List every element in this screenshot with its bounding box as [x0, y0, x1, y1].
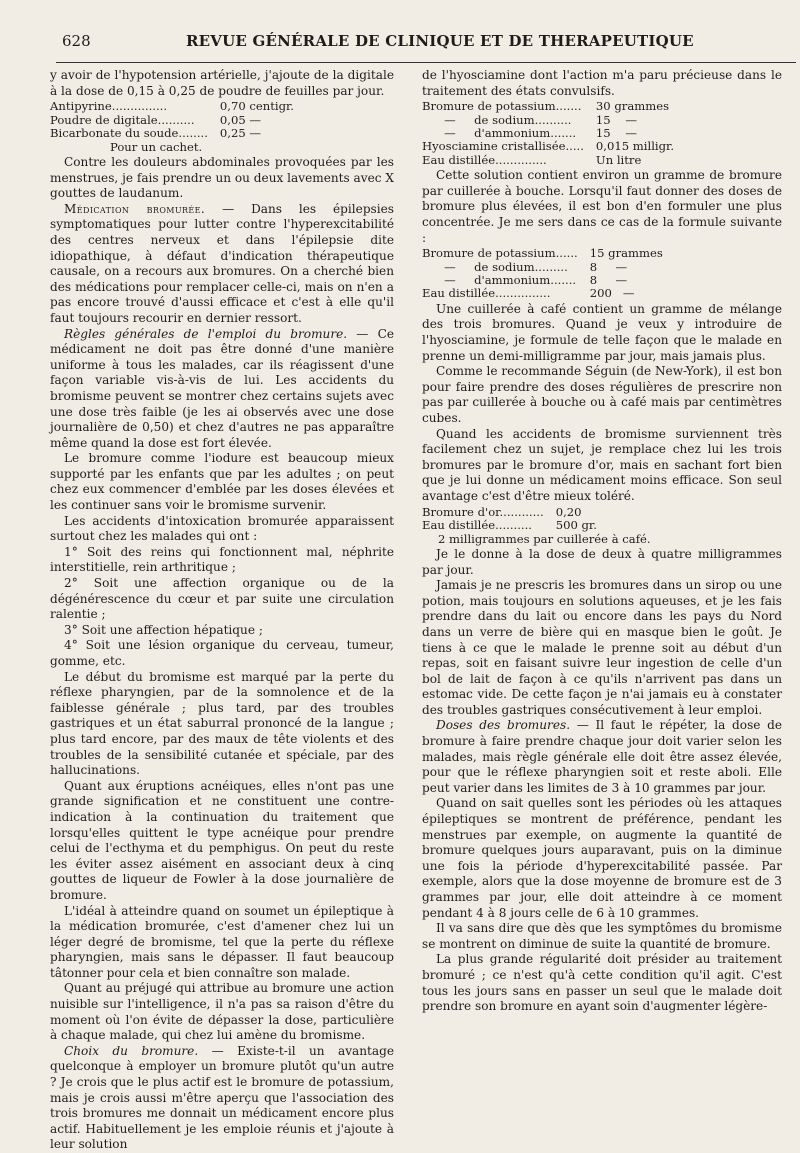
paragraph: Choix du bromure. — Existe-t-il un avantage quelconque à employer un bromure plutôt qu'un autre ? Je crois que le plus actif est le bromure de potassium, mais je crois aussi m'être aperçu que l'association des trois bromures me donnait un médicament encore plus actif. Habituellement je les emploie réunis et j'ajoute à leur solution — [50, 1043, 394, 1152]
prescription-note: Pour un cachet. — [110, 140, 203, 155]
paragraph: Les accidents d'intoxication bromurée apparaissent surtout chez les malades qui ont : — [50, 513, 394, 544]
ingredient: Bromure de potassium...... — [422, 246, 578, 261]
right-column — [422, 68, 782, 1015]
dose: 15 grammes — [589, 246, 663, 261]
dose: 0,20 — [555, 504, 582, 519]
dose: 0,015 milligr. — [595, 139, 674, 154]
prescription-table — [422, 506, 597, 533]
ingredient: Hyosciamine cristallisée..... — [422, 139, 584, 154]
section-heading: Doses des bromures. — [436, 718, 571, 733]
paragraph: Quand on sait quelles sont les périodes où les attaques épileptiques se montrent de préférence, pendant les menstrues par exemple, on augmente la quantité de bromure quelques jours auparavant, puis on la diminue une fois la période d'hyperexcitabilité passée. Par exemple, alors que la dose moyenne de bromure est de 3 grammes par jour, elle doit atteindre à ce moment pendant 4 à 8 jours celle de 6 à 10 grammes. — [422, 796, 782, 920]
prescription-row — [422, 506, 597, 519]
prescription-row — [422, 114, 674, 127]
ingredient: Eau distillée.............. — [422, 152, 547, 167]
dose: 0,25 — — [219, 126, 261, 140]
list-item: 2° Soit une affection organique ou de la dégénérescence du cœur et par suite une circulation ralentie ; — [50, 576, 394, 622]
prescription-row — [422, 261, 663, 274]
ingredient: Bromure d'or............ — [422, 504, 544, 519]
ingredient: Bromure de potassium....... — [422, 99, 582, 114]
paragraph: Cette solution contient environ un gramme de bromure par cuillerée à bouche. Lorsqu'il faut donner des doses de bromure plus élevées, il est bon d'en formuler une plus concentrée. Je me sers dans ce cas de la formule suivante : — [422, 168, 782, 245]
dose: 200 — — [589, 286, 635, 301]
paragraph: Jamais je ne prescris les bromures dans un sirop ou une potion, mais toujours en solutions aqueuses, et je les fais prendre dans du lait ou encore dans les pays du Nord dans un verre de bière qui en masque bien le goût. Je tiens à ce que le malade le prenne soit au début d'un repas, soit en faisant suivre leur ingestion de celle d'un bol de lait de façon à ce qu'ils n'arrivent pas dans un estomac vide. De cette façon je n'ai jamais eu à constater des troubles gastriques consécutivement à leur emploi. — [422, 578, 782, 717]
paragraph: Je le donne à la dose de deux à quatre milligrammes par jour. — [422, 546, 782, 577]
left-column — [50, 68, 394, 1153]
prescription-table — [422, 100, 674, 167]
list-item: 3° Soit une affection hépatique ; — [64, 622, 263, 637]
paragraph: Comme le recommande Séguin (de New-York), il est bon pour faire prendre des doses régulières de prescrire non pas par cuillerée à bouche ou à café mais par centimètres cubes. — [422, 364, 782, 425]
ingredient: Bicarbonate du soude........ — [50, 126, 208, 140]
paragraph: de l'hyosciamine dont l'action m'a paru précieuse dans le traitement des états convulsifs. — [422, 68, 782, 98]
list-item: 1° Soit des reins qui fonctionnent mal, néphrite interstitielle, rein arthritique ; — [50, 544, 394, 575]
ingredient: — de sodium......... — [422, 259, 568, 274]
paragraph: Contre les douleurs abdominales provoquées par les menstrues, je fais prendre un ou deux lavements avec X gouttes de laudanum. — [50, 155, 394, 201]
paragraph: Médication bromurée. — Dans les épilepsies symptomatiques pour lutter contre l'hyperexcitabilité des centres nerveux et dans l'épilepsie dite idiopathique, à défaut d'indication thérapeutique causale, on a recours aux bromures. On a cherché bien des médications pour remplacer celle-ci, mais on n'en a pas encore trouvé d'aussi efficace et c'est à elle qu'il faut toujours recourir en dernier ressort. — [50, 201, 394, 325]
paragraph: Quant au préjugé qui attribue au bromure une action nuisible sur l'intelligence, il n'a pas sa raison d'être du moment où l'on évite de dépasser la dose, particulière à chaque malade, qui chez lui amène du bromisme. — [50, 981, 394, 1043]
paragraph: Une cuillerée à café contient un gramme de mélange des trois bromures. Quand je veux y introduire de l'hyosciamine, je formule de telle façon que le malade en prenne un demi-milligramme par jour, mais jamais plus. — [422, 301, 782, 363]
prescription-row — [422, 100, 674, 113]
dose: 15 — — [595, 112, 638, 127]
ingredient: — de sodium.......... — [422, 112, 572, 127]
paragraph: Quant aux éruptions acnéiques, elles n'ont pas une grande signification et ne constituent une contre-indication à la continuation du traitement que lorsqu'elles quittent le type acnéique pour prendre celui de l'ecthyma et du pemphigus. On peut du reste les éviter assez aisément en associant deux à cinq gouttes de liqueur de Fowler à la dose journalière de bromure. — [50, 778, 394, 902]
paragraph: Il va sans dire que dès que les symptômes du bromisme se montrent on diminue de suite la quantité de bromure. — [422, 921, 782, 951]
prescription-row — [422, 519, 597, 532]
ingredient: Antipyrine............... — [50, 99, 168, 114]
paragraph: Quand les accidents de bromisme surviennent très facilement chez un sujet, je remplace chez lui les trois bromures par le bromure d'or, mais en sachant fort bien que je lui donne un médicament moins efficace. Son seul avantage c'est d'être mieux toléré. — [422, 426, 782, 503]
prescription-row — [422, 127, 674, 140]
paragraph: La plus grande régularité doit présider au traitement bromuré ; ce n'est qu'à cette condition qu'il agit. C'est tous les jours sans en passer un seul que le malade doit prendre son bromure en ayant soin d'augmenter légère- — [422, 952, 782, 1014]
prescription-row — [50, 114, 294, 127]
prescription-row — [50, 127, 294, 140]
prescription-row — [422, 247, 663, 260]
prescription-row — [422, 140, 674, 153]
paragraph: y avoir de l'hypotension artérielle, j'ajoute de la digitale à la dose de 0,15 à 0,25 de poudre de feuilles par jour. — [50, 68, 394, 98]
ingredient: Eau distillée.......... — [422, 517, 532, 532]
ingredient: Poudre de digitale.......... — [50, 112, 195, 127]
dose: Un litre — [595, 152, 642, 167]
page-header — [56, 28, 786, 54]
prescription-row — [422, 274, 663, 287]
header-rule — [56, 62, 796, 63]
prescription-row — [422, 287, 663, 300]
prescription-table — [50, 100, 294, 140]
prescription-row — [422, 154, 674, 167]
ingredient: — d'ammonium....... — [422, 273, 577, 287]
paragraph: Règles générales de l'emploi du bromure. — Ce médicament ne doit pas être donné d'une manière uniforme à tous les malades, car ils réagissent d'une façon variable vis-à-vis de lui. Les accidents du bromisme peuvent se montrer chez certains sujets avec une dose très faible (je les ai observés avec une dose journalière de 0,50) et chez d'autres ne pas apparaître même quand la dose est fort élevée. — [50, 326, 394, 450]
dose: 15 — — [595, 126, 638, 140]
ingredient: Eau distillée............... — [422, 286, 551, 301]
dose: 0,05 — — [219, 112, 261, 127]
paragraph: Le début du bromisme est marqué par la perte du réflexe pharyngien, par de la somnolence et de la faiblesse générale ; plus tard, par des troubles gastriques et un état saburral prononcé de la langue ; plus tard encore, par des maux de tête violents et des troubles de la sensibilité cutanée et spéciale, par des hallucinations. — [50, 669, 394, 778]
paragraph: Le bromure comme l'iodure est beaucoup mieux supporté par les enfants que par les adultes ; on peut chez eux commencer d'emblée par les doses élevées et les continuer sans voir le bromisme survenir. — [50, 451, 394, 513]
dose: 8 — — [589, 259, 628, 274]
dose: 30 grammes — [595, 99, 670, 114]
list-item: 4° Soit une lésion organique du cerveau, tumeur, gomme, etc. — [50, 638, 394, 668]
prescription-row — [50, 100, 294, 113]
page-number: 628 — [62, 32, 91, 50]
prescription-table — [422, 247, 663, 301]
running-title: REVUE GÉNÉRALE DE CLINIQUE ET DE THERAPEUTIQUE — [186, 32, 694, 50]
dose: 0,70 centigr. — [219, 99, 294, 114]
ingredient: — d'ammonium....... — [422, 126, 577, 140]
paragraph: Doses des bromures. — Il faut le répéter, la dose de bromure à faire prendre chaque jour doit varier selon les malades, mais règle générale elle doit être assez élevée, pour que le réflexe pharyngien soit et reste aboli. Elle peut varier dans les limites de 3 à 10 grammes par jour. — [422, 718, 783, 795]
prescription-note: 2 milligrammes par cuillerée à café. — [438, 532, 651, 547]
section-heading: Choix du bromure. — [64, 1043, 199, 1058]
section-heading: Règles générales de l'emploi du bromure. — [64, 326, 348, 341]
dose: 8 — — [589, 273, 628, 287]
dose: 500 gr. — [555, 517, 597, 532]
section-heading: Médication bromurée. — [64, 201, 206, 216]
paragraph: L'idéal à atteindre quand on soumet un épileptique à la médication bromurée, c'est d'amener chez lui un léger degré de bromisme, tel que la perte du réflexe pharyngien, mais sans le dépasser. Il faut beaucoup tâtonner pour cela et bien connaître son malade. — [50, 903, 394, 980]
